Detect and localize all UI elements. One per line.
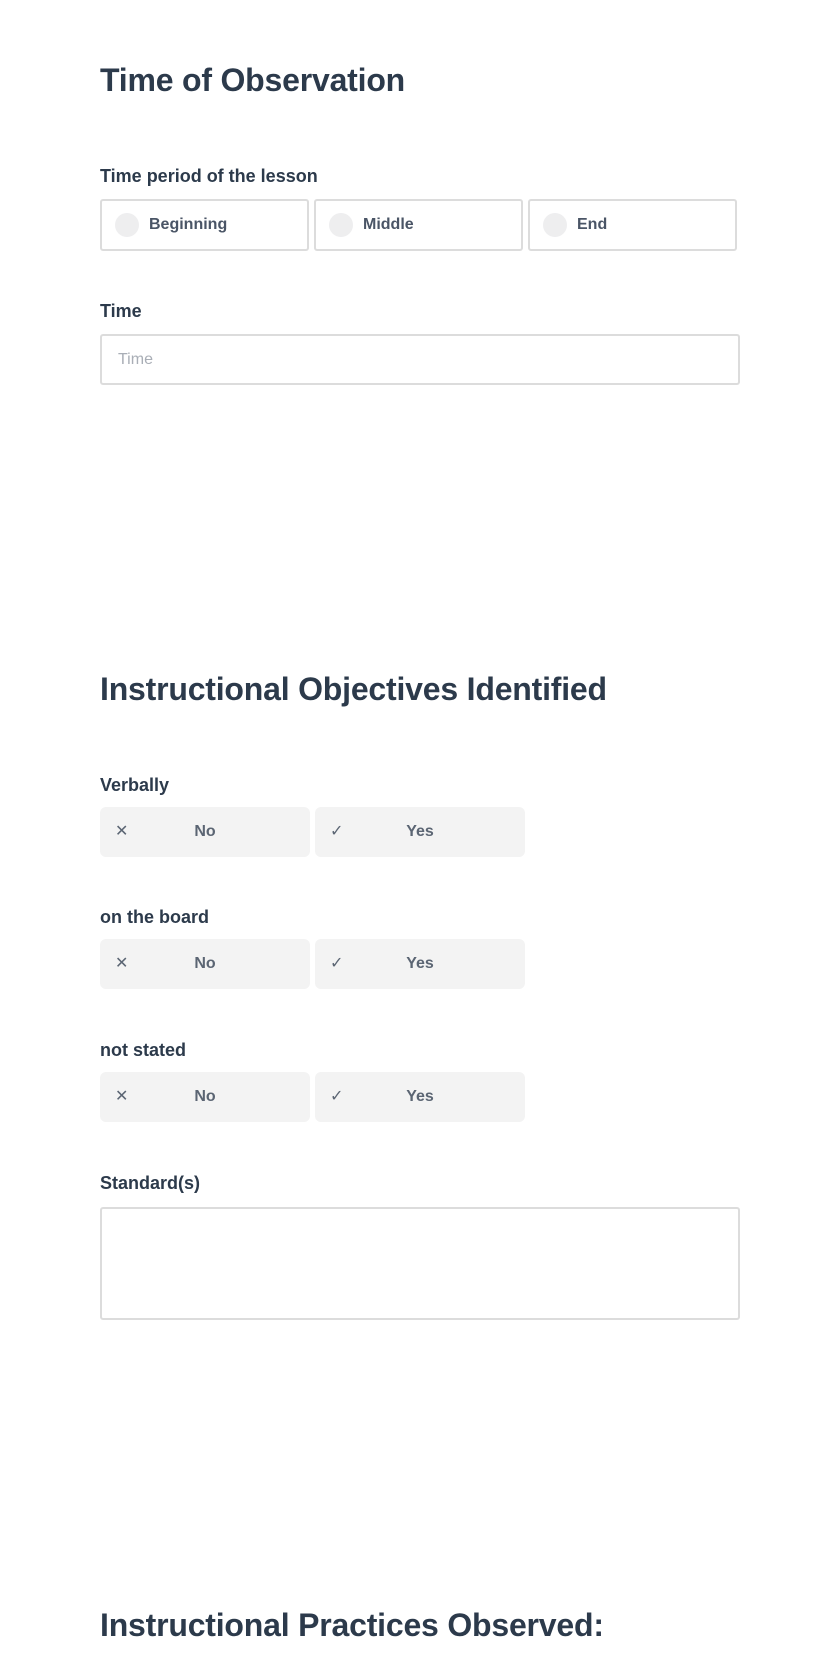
check-icon: ✓	[330, 1088, 344, 1105]
verbally-no-button[interactable]	[100, 807, 310, 857]
yes-label: Yes	[406, 823, 434, 840]
radio-label-beginning: Beginning	[149, 216, 228, 233]
radio-option-end[interactable]	[528, 199, 737, 251]
question-label-not-stated: not stated	[100, 1040, 187, 1060]
check-icon: ✓	[330, 955, 344, 972]
time-period-radio-group	[100, 199, 737, 251]
verbally-toggle-group	[100, 807, 525, 857]
verbally-yes-button[interactable]	[315, 807, 525, 857]
section-title-time-of-observation: Time of Observation	[100, 62, 406, 98]
radio-circle-icon[interactable]	[115, 213, 139, 237]
not-stated-toggle-group	[100, 1072, 525, 1122]
radio-circle-icon[interactable]	[543, 213, 567, 237]
standards-textarea[interactable]	[100, 1207, 740, 1320]
on-the-board-no-button[interactable]	[100, 939, 310, 989]
not-stated-no-button[interactable]	[100, 1072, 310, 1122]
on-the-board-yes-button[interactable]	[315, 939, 525, 989]
x-icon: ✕	[115, 1088, 129, 1105]
radio-option-middle[interactable]	[314, 199, 523, 251]
section-title-instructional-objectives: Instructional Objectives Identified	[100, 671, 607, 707]
on-the-board-toggle-group	[100, 939, 525, 989]
standards-label: Standard(s)	[100, 1173, 201, 1193]
x-icon: ✕	[115, 955, 129, 972]
radio-option-beginning[interactable]	[100, 199, 309, 251]
radio-label-end: End	[577, 216, 608, 233]
no-label: No	[194, 823, 216, 840]
check-icon: ✓	[330, 823, 344, 840]
no-label: No	[194, 1088, 216, 1105]
no-label: No	[194, 955, 216, 972]
not-stated-yes-button[interactable]	[315, 1072, 525, 1122]
time-label: Time	[100, 301, 142, 321]
radio-label-middle: Middle	[363, 216, 414, 233]
question-label-on-the-board: on the board	[100, 907, 209, 927]
time-period-label: Time period of the lesson	[100, 166, 318, 186]
radio-circle-icon[interactable]	[329, 213, 353, 237]
time-input[interactable]	[100, 334, 740, 385]
question-label-verbally: Verbally	[100, 775, 170, 795]
section-title-instructional-practices: Instructional Practices Observed:	[100, 1607, 604, 1643]
x-icon: ✕	[115, 823, 129, 840]
yes-label: Yes	[406, 955, 434, 972]
yes-label: Yes	[406, 1088, 434, 1105]
